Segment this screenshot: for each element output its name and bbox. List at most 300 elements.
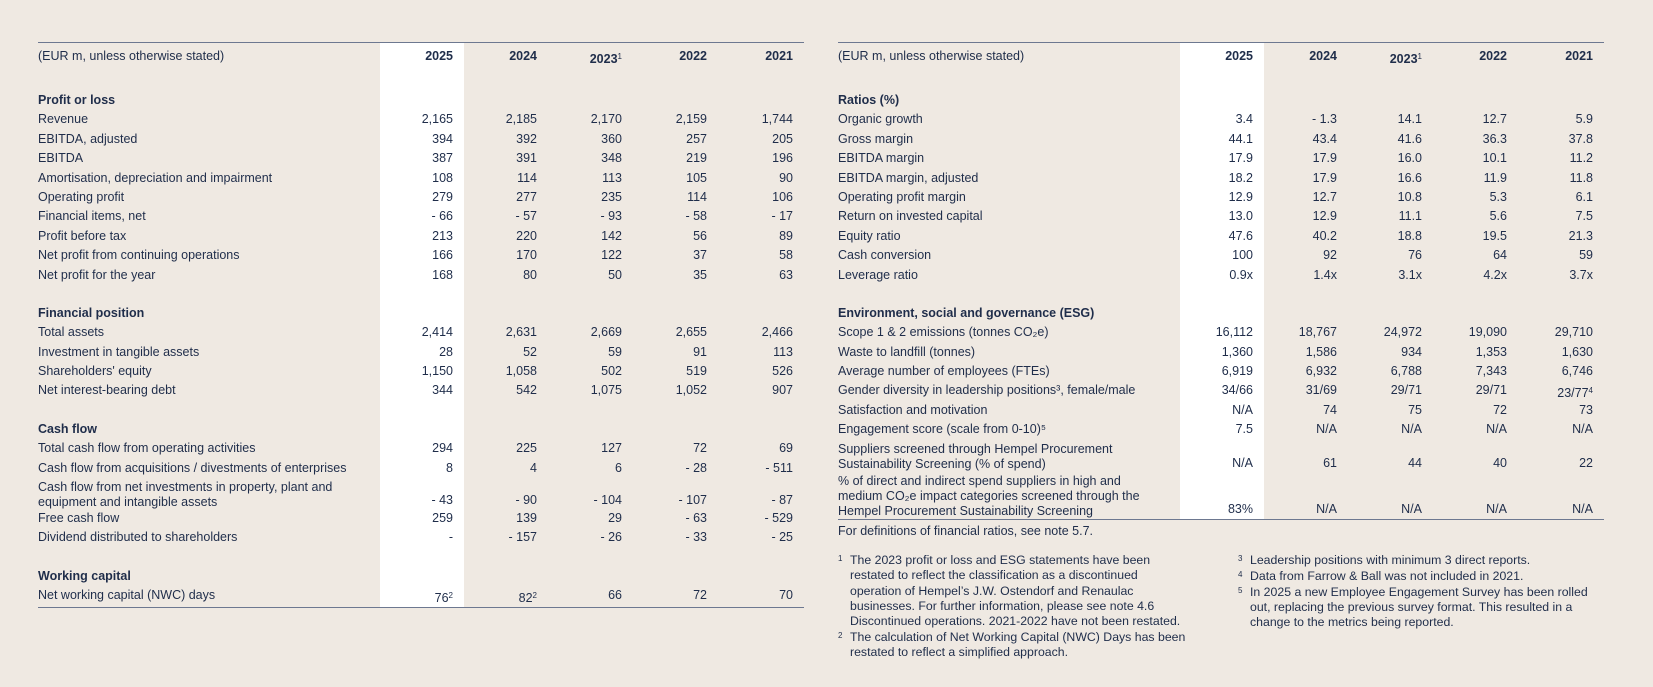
value-cell: 108 (380, 170, 464, 189)
spacer-cell (718, 402, 804, 419)
table-row (838, 189, 1604, 208)
spacer-cell (380, 549, 464, 566)
value-cell: 219 (686, 151, 707, 166)
row-label: Dividend distributed to shareholders (38, 530, 238, 545)
section-header-row (38, 90, 804, 111)
spacer-cell (464, 402, 548, 419)
row-label: Free cash flow (38, 511, 120, 526)
table-row (38, 247, 804, 266)
financial-highlights-table (38, 42, 804, 608)
empty-cell (1180, 90, 1264, 111)
row-label: Revenue (38, 112, 89, 127)
value-cell: 73 (1579, 402, 1593, 417)
row-label: Engagement score (scale from 0-10)⁵ (838, 422, 1047, 437)
spacer-cell (380, 402, 464, 419)
table-row (38, 460, 804, 479)
value-cell: - 87 (771, 493, 793, 508)
value-cell: 279 (380, 189, 464, 208)
value-cell: 114 (687, 189, 707, 204)
spacer-cell (1518, 73, 1604, 90)
value-cell: 1,150 (380, 363, 464, 382)
year-header: 2022 (679, 49, 707, 63)
unit-label: (EUR m, unless otherwise stated) (838, 49, 1025, 63)
value-cell: 34/66 (1180, 382, 1264, 401)
empty-cell (633, 90, 718, 111)
table-row (38, 324, 804, 343)
table-row (838, 402, 1604, 421)
table-row (38, 510, 804, 529)
value-cell: 122 (601, 248, 622, 263)
value-cell: 344 (380, 382, 464, 401)
value-cell: 7.5 (1575, 209, 1593, 224)
value-cell: 16.0 (1397, 151, 1422, 166)
empty-cell (718, 303, 804, 324)
year-header: 2024 (1309, 49, 1337, 63)
value-cell: 213 (380, 228, 464, 247)
empty-cell (548, 566, 633, 587)
value-cell: 61 (1323, 455, 1337, 470)
value-cell: 519 (686, 364, 707, 379)
value-cell: 10.8 (1397, 189, 1422, 204)
empty-cell (1518, 303, 1604, 324)
value-cell: 127 (601, 441, 622, 456)
value-cell: 1,744 (761, 112, 793, 127)
value-cell: - 104 (593, 493, 622, 508)
value-cell: 5.9 (1575, 112, 1593, 127)
spacer-row (38, 73, 804, 90)
value-cell: 69 (779, 441, 793, 456)
value-cell: 12.9 (1312, 209, 1337, 224)
value-cell: 11.1 (1398, 209, 1422, 224)
spacer-cell (464, 73, 548, 90)
value-cell: 29 (608, 511, 622, 526)
empty-cell (1518, 90, 1604, 111)
value-cell: 44 (1408, 455, 1422, 470)
spacer-cell (1348, 286, 1433, 303)
value-cell: 29/71 (1475, 383, 1507, 398)
table-row (38, 150, 804, 169)
value-cell: 387 (380, 150, 464, 169)
value-cell: 10.1 (1482, 151, 1507, 166)
empty-cell (548, 303, 633, 324)
value-cell: 394 (380, 131, 464, 150)
value-cell: 3.1x (1398, 267, 1422, 282)
row-label: Net profit from continuing operations (38, 248, 240, 263)
value-cell: - 58 (685, 209, 707, 224)
spacer-cell (838, 286, 1180, 303)
value-cell: - 26 (600, 530, 622, 545)
empty-cell (1433, 90, 1518, 111)
value-cell: 277 (516, 189, 537, 204)
value-cell: 72 (633, 587, 718, 607)
section-title: Working capital (38, 568, 131, 583)
row-label: Average number of employees (FTEs) (838, 364, 1050, 379)
value-cell: 36.3 (1482, 131, 1507, 146)
value-cell: 35 (693, 267, 707, 282)
spacer-cell (38, 286, 380, 303)
value-cell: 220 (516, 228, 537, 243)
spacer-cell (1348, 73, 1433, 90)
value-cell: 18.2 (1180, 170, 1264, 189)
spacer-cell (548, 286, 633, 303)
empty-cell (718, 419, 804, 440)
value-cell: 139 (516, 511, 537, 526)
row-label: Operating profit (38, 189, 125, 204)
value-cell: 12.7 (1312, 189, 1337, 204)
value-cell: 56 (693, 228, 707, 243)
spacer-row (38, 402, 804, 419)
row-label: Gross margin (838, 131, 914, 146)
value-cell: 1,052 (675, 383, 707, 398)
table-row (838, 473, 1604, 520)
empty-cell (464, 303, 548, 324)
spacer-cell (464, 286, 548, 303)
year-header: 2025 (1180, 43, 1264, 74)
table-row (38, 529, 804, 548)
value-cell: - 93 (600, 209, 622, 224)
table-row (38, 479, 804, 510)
empty-cell (1433, 303, 1518, 324)
footnotes-left (838, 553, 1188, 661)
value-cell: 5.3 (1489, 189, 1507, 204)
value-cell: 43.4 (1312, 131, 1337, 146)
value-cell: 1,586 (1305, 344, 1337, 359)
spacer-cell (718, 549, 804, 566)
value-cell: N/A (1348, 473, 1433, 520)
value-cell: 2,655 (675, 325, 707, 340)
value-cell: 89 (779, 228, 793, 243)
value-cell: 0.9x (1180, 267, 1264, 286)
value-cell: 92 (1323, 248, 1337, 263)
value-cell: 74 (1323, 402, 1337, 417)
year-header: 2021 (765, 49, 793, 63)
spacer-row (38, 286, 804, 303)
table-row (38, 344, 804, 363)
value-cell: 1,360 (1180, 344, 1264, 363)
table-row (838, 421, 1604, 440)
value-cell: 37.8 (1568, 131, 1593, 146)
value-cell: N/A (1316, 422, 1337, 437)
table-row (838, 324, 1604, 343)
empty-cell (1348, 90, 1433, 111)
footnotes-right (1238, 553, 1588, 631)
empty-cell (1180, 303, 1264, 324)
row-label: EBITDA margin (838, 151, 925, 166)
value-cell: 7,343 (1475, 364, 1507, 379)
row-label: Organic growth (838, 112, 923, 127)
value-cell: 5.6 (1489, 209, 1507, 224)
value-cell: 29,710 (1554, 325, 1593, 340)
spacer-row (838, 73, 1604, 90)
value-cell: 13.0 (1180, 208, 1264, 227)
value-cell: - 33 (685, 530, 707, 545)
empty-cell (380, 303, 464, 324)
row-label: Net working capital (NWC) days (38, 587, 380, 607)
empty-cell (380, 419, 464, 440)
value-cell: 166 (380, 247, 464, 266)
empty-cell (380, 90, 464, 111)
table-row (38, 189, 804, 208)
table-row (838, 111, 1604, 130)
value-cell: - 66 (380, 208, 464, 227)
row-label: Net profit for the year (38, 267, 156, 282)
empty-cell (1264, 303, 1348, 324)
spacer-cell (633, 286, 718, 303)
year-header: 2023$^1$ (589, 52, 622, 66)
value-cell: 3.7x (1569, 267, 1593, 282)
value-cell: 542 (516, 383, 537, 398)
value-cell: 114 (517, 170, 537, 185)
value-cell: - 25 (771, 530, 793, 545)
spacer-cell (1180, 286, 1264, 303)
value-cell: 31/69 (1305, 383, 1337, 398)
row-label: Operating profit margin (838, 189, 966, 204)
year-header: 2025 (380, 43, 464, 74)
value-cell: 21.3 (1568, 228, 1593, 243)
footnote (838, 630, 1188, 661)
row-label: Waste to landfill (tonnes) (838, 344, 976, 359)
unit-label: (EUR m, unless otherwise stated) (38, 49, 225, 63)
value-cell: 52 (523, 344, 537, 359)
value-cell: 11.9 (1483, 170, 1507, 185)
value-cell: 80 (523, 267, 537, 282)
empty-cell (718, 90, 804, 111)
value-cell: 50 (608, 267, 622, 282)
value-cell: 59 (1579, 248, 1593, 263)
row-label: Leverage ratio (838, 267, 918, 282)
value-cell: 63 (779, 267, 793, 282)
value-cell: 11.8 (1569, 170, 1593, 185)
footnote-number: 3 (1238, 554, 1243, 563)
spacer-cell (1433, 286, 1518, 303)
value-cell: 24,972 (1383, 325, 1422, 340)
header-row (38, 43, 804, 74)
footnote (1238, 569, 1588, 584)
value-cell: - 157 (508, 530, 537, 545)
value-cell: 7.5 (1180, 421, 1264, 440)
empty-cell (1264, 90, 1348, 111)
table-row (38, 587, 804, 607)
empty-cell (718, 566, 804, 587)
value-cell: 196 (772, 151, 793, 166)
row-label: Shareholders' equity (38, 364, 152, 379)
value-cell: 72 (1493, 402, 1507, 417)
footnote-marker: 1 (617, 52, 622, 61)
value-cell: - 107 (678, 493, 707, 508)
footnote-text: Data from Farrow & Ball was not included in 2021. (1250, 568, 1524, 583)
spacer-cell (38, 73, 380, 90)
footnote-number: 2 (838, 630, 843, 640)
row-label: EBITDA, adjusted (38, 131, 138, 146)
value-cell: 502 (601, 364, 622, 379)
ratios-esg-table (838, 42, 1604, 520)
section-header-row (38, 566, 804, 587)
spacer-cell (380, 286, 464, 303)
footnote-number: 1 (838, 554, 843, 563)
value-cell: 2,159 (675, 112, 707, 127)
spacer-cell (548, 402, 633, 419)
empty-cell (464, 90, 548, 111)
footnote (1238, 553, 1588, 568)
table-row (38, 382, 804, 401)
value-cell: 2,165 (380, 111, 464, 130)
table-row (838, 208, 1604, 227)
value-cell: 105 (686, 170, 707, 185)
value-cell: 29/71 (1390, 383, 1422, 398)
row-label: Satisfaction and motivation (838, 402, 988, 417)
row-label: Cash flow from acquisitions / divestments of enterprises (38, 460, 347, 475)
value-cell: 168 (380, 267, 464, 286)
value-cell: 257 (686, 131, 707, 146)
value-cell: 11.2 (1569, 151, 1593, 166)
spacer-row (38, 549, 804, 566)
table-row (38, 111, 804, 130)
value-cell: 17.9 (1312, 170, 1337, 185)
value-cell: 142 (601, 228, 622, 243)
value-cell: 2,631 (505, 325, 537, 340)
value-cell: 2,466 (761, 325, 793, 340)
value-cell: 83% (1180, 473, 1264, 520)
section-header-row (38, 303, 804, 324)
value-cell: 19,090 (1468, 325, 1507, 340)
value-cell: 392 (516, 131, 537, 146)
empty-cell (464, 419, 548, 440)
value-cell: - 529 (764, 511, 793, 526)
value-cell: 6.1 (1575, 189, 1593, 204)
value-cell: 22 (1579, 455, 1593, 470)
value-cell: N/A (1433, 473, 1518, 520)
value-cell: 19.5 (1482, 228, 1507, 243)
value-cell: 391 (516, 151, 537, 166)
value-cell: - 63 (685, 511, 707, 526)
value-cell: 6,788 (1390, 364, 1422, 379)
value-cell: N/A (1180, 402, 1264, 421)
value-cell: 100 (1180, 247, 1264, 266)
table-row (838, 382, 1604, 401)
value-cell: 14.1 (1397, 112, 1422, 127)
table-row (838, 363, 1604, 382)
footnote-text: In 2025 a new Employee Engagement Survey has been rolled out, replacing the previous survey format. This resulted in a change to the metrics being reported. (1250, 584, 1588, 630)
footnote-text: The calculation of Net Working Capital (NWC) Days has been restated to reflect a simplified approach. (850, 629, 1186, 660)
year-header: 2023$^1$ (1389, 52, 1422, 66)
section-header-row (838, 90, 1604, 111)
value-cell: N/A (1518, 473, 1604, 520)
section-title: Financial position (38, 305, 145, 320)
value-cell: - 90 (515, 493, 537, 508)
value-cell: 76 (1408, 248, 1422, 263)
value-cell: 1,058 (505, 364, 537, 379)
table-row (38, 170, 804, 189)
table-row (38, 267, 804, 286)
footnote (838, 553, 1188, 629)
value-cell: - 17 (771, 209, 793, 224)
value-cell: - (380, 529, 464, 548)
value-cell: 18.8 (1397, 228, 1422, 243)
value-cell: 205 (772, 131, 793, 146)
row-label: Total cash flow from operating activities (38, 441, 256, 456)
spacer-cell (1264, 286, 1348, 303)
value-cell: 1,353 (1475, 344, 1507, 359)
value-cell: 2,669 (590, 325, 622, 340)
table-row (38, 228, 804, 247)
value-cell: 934 (1401, 344, 1422, 359)
value-cell: 12.9 (1180, 189, 1264, 208)
value-cell: 1,075 (590, 383, 622, 398)
table-row (838, 344, 1604, 363)
value-cell: 64 (1493, 248, 1507, 263)
value-cell: N/A (1401, 422, 1422, 437)
empty-cell (464, 566, 548, 587)
footnote-marker: 2 (532, 591, 537, 601)
section-header-row (38, 419, 804, 440)
row-label: Gender diversity in leadership positions³, female/male (838, 383, 1136, 398)
section-title: Environment, social and governance (ESG) (838, 305, 1095, 320)
spacer-cell (633, 549, 718, 566)
spacer-cell (1180, 73, 1264, 90)
value-cell: $76^2$ (380, 587, 464, 607)
empty-cell (548, 90, 633, 111)
table-row (838, 228, 1604, 247)
empty-cell (380, 566, 464, 587)
value-cell: 66 (548, 587, 633, 607)
row-label: Equity ratio (838, 228, 901, 243)
value-cell: 12.7 (1482, 112, 1507, 127)
value-cell: 59 (608, 344, 622, 359)
row-label: Investment in tangible assets (38, 344, 200, 359)
value-cell: 58 (779, 248, 793, 263)
footnote-marker: 4 (1588, 386, 1593, 396)
spacer-cell (633, 402, 718, 419)
row-label: Financial items, net (38, 209, 146, 224)
row-label: Cash conversion (838, 248, 932, 263)
spacer-row (838, 286, 1604, 303)
value-cell: 40.2 (1312, 228, 1337, 243)
row-label: EBITDA (38, 151, 84, 166)
row-label: Total assets (38, 325, 105, 340)
value-cell: - 1.3 (1311, 112, 1337, 127)
key-figures-table-left (38, 42, 804, 608)
value-cell: 4 (530, 460, 537, 475)
definitions-note: For definitions of financial ratios, see note 5.7. (838, 524, 1094, 538)
spacer-cell (1433, 73, 1518, 90)
section-title: Profit or loss (38, 93, 116, 107)
value-cell: 225 (516, 441, 537, 456)
table-row (838, 131, 1604, 150)
value-cell: 16.6 (1397, 170, 1422, 185)
value-cell: 17.9 (1312, 151, 1337, 166)
value-cell: - 511 (765, 460, 793, 475)
value-cell: - 43 (380, 479, 464, 510)
section-title: Ratios (%) (838, 93, 900, 107)
value-cell: 1,630 (1561, 344, 1593, 359)
value-cell: 360 (601, 131, 622, 146)
empty-cell (633, 303, 718, 324)
spacer-cell (1264, 73, 1348, 90)
row-label: Scope 1 & 2 emissions (tonnes CO₂e) (838, 325, 1049, 340)
spacer-cell (1518, 286, 1604, 303)
spacer-cell (380, 73, 464, 90)
value-cell: 47.6 (1180, 228, 1264, 247)
value-cell: N/A (1180, 441, 1264, 473)
value-cell: 2,170 (590, 112, 622, 127)
table-row (38, 208, 804, 227)
value-cell: 6,932 (1305, 364, 1337, 379)
value-cell: 106 (772, 189, 793, 204)
value-cell: 113 (602, 170, 622, 185)
spacer-cell (38, 549, 380, 566)
empty-cell (1348, 303, 1433, 324)
row-label: Net interest-bearing debt (38, 383, 176, 398)
